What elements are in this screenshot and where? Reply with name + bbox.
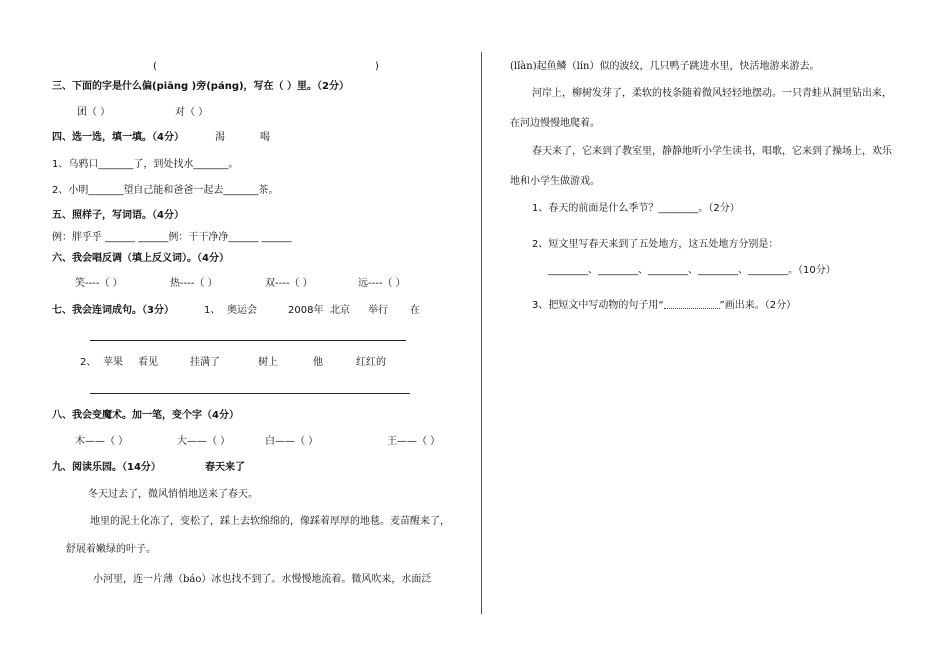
passage-paragraph: 河岸上，柳树发芽了，柔软的枝条随着微风轻轻地摆动。一只青蛙从洞里钻出来， bbox=[532, 88, 892, 99]
q6-item: 双----（ ） bbox=[265, 278, 313, 289]
q7-word: 苹果 bbox=[103, 357, 123, 368]
q8-heading: 八、我会变魔术。加一笔，变个字（4分） bbox=[52, 410, 239, 421]
q7-word: 2、 bbox=[80, 357, 97, 368]
q7-word: 看见 bbox=[138, 357, 158, 368]
answer-line bbox=[90, 340, 406, 341]
q7-word: 在 bbox=[410, 305, 420, 316]
wavy-line-icon bbox=[664, 302, 720, 309]
q5-line: 例：胖乎乎 ______ ______例：干干净净______ ______ bbox=[52, 232, 292, 243]
q4-line-1: 1、乌鸦口_______了，到处找水_______。 bbox=[52, 159, 239, 170]
passage-paragraph: (lǐàn)起鱼鳞（lín）似的波纹，几只鸭子跳进水里，快活地游来游去。 bbox=[510, 61, 820, 72]
q6-item: 热----（ ） bbox=[170, 278, 218, 289]
q6-heading: 六、我会唱反调（填上反义词）。（4分） bbox=[52, 253, 229, 264]
q3-heading: 三、下面的字是什么偏(piāng )旁(páng)，写在（ ）里。（2分） bbox=[52, 81, 349, 92]
q8-item: 木——（ ） bbox=[75, 436, 129, 447]
q6-item: 笑----（ ） bbox=[75, 278, 123, 289]
top-paren-close: ) bbox=[375, 61, 379, 72]
q7-word: 他 bbox=[313, 357, 323, 368]
q7-word: 举行 bbox=[368, 305, 388, 316]
passage-paragraph: 春天来了，它来到了教室里，静静地听小学生读书，唱歌，它来到了操场上，欢乐 bbox=[532, 146, 892, 157]
q7-word: 树上 bbox=[258, 357, 278, 368]
q7-word: 北京 bbox=[330, 305, 350, 316]
passage-paragraph: 小河里，连一片薄（báo）冰也找不到了。水慢慢地流着。微风吹来，水面泛 bbox=[93, 574, 432, 585]
reading-question-1: 1、春天的前面是什么季节？________。（2分） bbox=[532, 203, 740, 214]
passage-title: 春天来了 bbox=[205, 462, 245, 473]
reading-question-3-post: ”画出来。（2分） bbox=[719, 300, 797, 311]
q9-heading: 九、阅读乐园。（14分） bbox=[52, 462, 161, 473]
reading-question-2: 2、短文里写春天来到了五处地方，这五处地方分别是： bbox=[532, 239, 779, 250]
q7-word: 挂满了 bbox=[190, 357, 220, 368]
answer-line bbox=[90, 393, 410, 394]
q3-item-2: 对（ ） bbox=[175, 107, 209, 118]
q5-heading: 五、照样子，写词语。（4分） bbox=[52, 210, 184, 221]
reading-question-3 bbox=[532, 301, 796, 311]
q3-item-1: 团（ ） bbox=[77, 107, 111, 118]
passage-paragraph: 舒展着嫩绿的叶子。 bbox=[66, 544, 156, 555]
passage-paragraph: 地里的泥土化冻了，变松了，踩上去软绵绵的，像踩着厚厚的地毯。麦苗醒来了， bbox=[90, 516, 450, 527]
reading-question-2-blanks: ________、________、________、________、________。（10分） bbox=[548, 265, 836, 276]
q4-option-2: 喝 bbox=[260, 132, 270, 143]
q4-heading: 四、选一选，填一填。（4分） bbox=[52, 132, 184, 143]
q7-word: 奥运会 bbox=[227, 305, 257, 316]
q7-word: 红红的 bbox=[356, 357, 386, 368]
reading-question-3-pre: 3、把短文中写动物的句子用“ bbox=[532, 300, 664, 311]
q8-item: 白——（ ） bbox=[265, 436, 319, 447]
q7-word: 1、 bbox=[204, 305, 221, 316]
q4-option-1: 渴 bbox=[215, 132, 225, 143]
top-paren-open: ( bbox=[153, 61, 157, 72]
passage-paragraph: 冬天过去了，微风悄悄地送来了春天。 bbox=[88, 489, 258, 500]
column-divider bbox=[481, 52, 482, 614]
q7-heading: 七、我会连词成句。（3分） bbox=[52, 305, 174, 316]
passage-paragraph: 地和小学生做游戏。 bbox=[510, 176, 600, 187]
q8-item: 王——（ ） bbox=[387, 436, 441, 447]
q8-item: 大——（ ） bbox=[177, 436, 231, 447]
q6-item: 远----（ ） bbox=[358, 278, 406, 289]
q7-word: 2008年 bbox=[288, 305, 324, 316]
passage-paragraph: 在河边慢慢地爬着。 bbox=[510, 118, 600, 129]
q4-line-2: 2、小明_______望自己能和爸爸一起去_______茶。 bbox=[52, 185, 279, 196]
